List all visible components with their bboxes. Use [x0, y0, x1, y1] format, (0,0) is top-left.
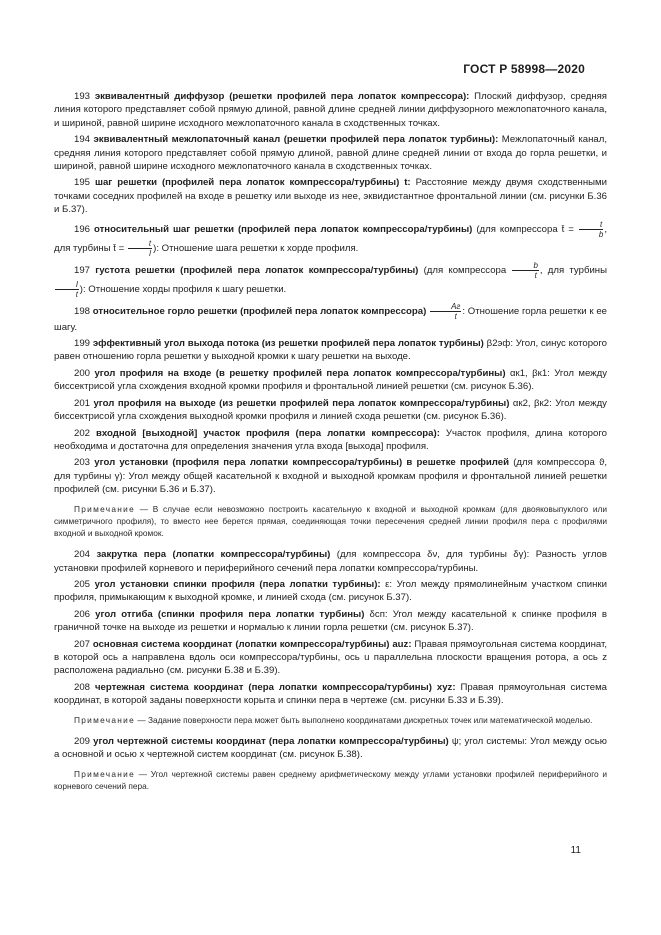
term-title: основная система координат (лопатки компрессора/турбины) auz: — [92, 638, 412, 650]
term-number: 196 — [74, 223, 91, 235]
term-number: 198 — [74, 305, 91, 317]
term-paragraph — [54, 427, 607, 454]
fraction-numerator: b — [512, 261, 538, 271]
fraction — [512, 261, 538, 280]
term-definition: ψ; угол системы: Угол между осью a основной и осью x чертежной систем координат (см. рисунок Б.38). — [54, 735, 607, 761]
term-title: относительный шаг решетки (профилей пера лопаток компрессора/турбины) — [93, 223, 473, 235]
term-number: 204 — [74, 549, 91, 561]
term-number: 203 — [74, 457, 91, 469]
term-paragraph — [54, 176, 607, 216]
term-symbol: αк2, βк2 — [509, 397, 550, 409]
term-definition: (для компрессора δν, для турбины δγ): Разность углов установки профилей корневого и периферийного сечений пера лопатки компрессора/турбины. — [54, 549, 607, 574]
note — [54, 714, 607, 726]
term-formula-prefix: (для компрессора — [472, 223, 562, 235]
document-standard-code: ГОСТ Р 58998—2020 — [463, 62, 585, 76]
term-number: 206 — [74, 608, 91, 620]
term-number: 194 — [74, 134, 91, 146]
term-number: 207 — [74, 638, 91, 650]
term-symbol: αк1, βк1 — [505, 367, 548, 379]
term-title: угол установки (профиля пера лопатки компрессора/турбины) в решетке профилей — [94, 457, 509, 469]
term-number: 205 — [74, 578, 91, 590]
fraction — [430, 302, 461, 321]
formula-symbol: t̄ = — [113, 242, 127, 254]
term-title: закрутка пера (лопатки компрессора/турбины) — [96, 549, 331, 561]
term-number: 195 — [74, 177, 91, 189]
term-definition: : Угол между биссектрисой угла схождения выходной кромки профиля и линией схода решетки (см. рисунок Б.36). — [54, 397, 607, 423]
term-paragraph — [54, 608, 607, 635]
term-title: густота решетки (профилей пера лопаток компрессора/турбины) — [95, 264, 419, 276]
term-number: 199 — [74, 338, 91, 350]
term-paragraph — [54, 367, 607, 394]
note-text: — В случае если невозможно построить касательную к входной и выходной кромкам (для двояковыпуклого или симметричного профиля), то вместо нее берется прямая, соединяющая точки пересечения средней линии профиля пера с профилями входной и выходной кромок. — [54, 503, 607, 538]
term-definition: (для компрессора ϑ, для турбины γ): Угол между общей касательной к входной и выходной кромкам профиля и фронтальной линией решетки профилей (см. рисунки Б.36 и Б.37). — [54, 457, 607, 496]
term-definition: ): Отношение хорды профиля к шагу решетки. — [79, 283, 287, 295]
term-title: эквивалентный межлопаточный канал (решетки профилей пера лопаток турбины): — [93, 134, 499, 146]
term-paragraph — [54, 261, 607, 299]
term-formula-middle: , для турбины — [539, 264, 607, 276]
term-definition: : Угол, синус которого равен отношению горла решетки у выходной кромки к шагу решетки на выходе. — [54, 338, 607, 363]
fraction-denominator: t — [534, 270, 537, 280]
term-definition: : Угол между биссектрисой угла схождения входной кромки профиля и фронтальной линией решетки (см. рисунок Б.36). — [54, 367, 607, 393]
fraction-numerator: Aг — [430, 302, 461, 312]
note-text: — Задание поверхности пера может быть выполнено координатами дискретных точек или математической моделью. — [135, 714, 593, 725]
note — [54, 503, 607, 540]
fraction-denominator: t — [75, 289, 78, 299]
term-paragraph — [54, 220, 607, 258]
fraction — [128, 239, 152, 258]
term-paragraph — [54, 456, 607, 496]
term-definition: : Отношение горла решетки к ее шагу. — [54, 305, 607, 333]
note-label: Примечание — [74, 503, 136, 514]
term-definition: ): Отношение шага решетки к хорде профиля. — [153, 242, 359, 254]
term-symbol: β2эф — [483, 338, 511, 350]
term-paragraph — [54, 397, 607, 424]
note-label: Примечание — [74, 768, 136, 779]
term-definition: Участок профиля, длина которого необходима и достаточна для определения значения угла входа [выхода] профиля. — [54, 427, 607, 452]
term-number: 208 — [74, 681, 91, 693]
term-title: угол профиля на выходе (из решетки профилей пера лопаток компрессора/турбины) — [93, 397, 510, 409]
fraction-numerator: t — [579, 220, 603, 230]
term-paragraph — [54, 638, 607, 678]
fraction — [55, 280, 79, 299]
term-paragraph — [54, 302, 607, 334]
note — [54, 768, 607, 792]
page-number: 11 — [570, 845, 581, 856]
term-number: 193 — [74, 91, 91, 102]
term-title: угол отгиба (спинки профиля пера лопатки турбины) — [95, 608, 365, 620]
formula-symbol: t̄ = — [561, 223, 578, 235]
term-paragraph — [54, 90, 607, 130]
term-definition: Межлопаточный канал, средняя линия которого представляет собой прямую длиной, равной длине средней линии от входа до горла решетки, и шириной, равной ширине исходного межлопаточного канала в сходственных точках. — [54, 134, 607, 173]
term-formula-prefix: (для компрессора — [418, 264, 512, 276]
term-paragraph — [54, 548, 607, 575]
term-title: угол чертежной системы координат (пера лопатки компрессора/турбины) — [93, 735, 449, 747]
term-definition: Плоский диффузор, средняя линия которого представляет собой прямую длиной, равной длине средней линии диффузорного межлопаточного канала, и шириной, равной ширине исходного межлопаточного канала в сходственных точках. — [54, 91, 608, 129]
term-definition: Правая прямоугольная система координат, в которой заданы поверхности корыта и спинки пера в чертеже (см. рисунки Б.33 и Б.39). — [54, 681, 608, 707]
term-title: относительное горло решетки (профилей пера лопаток компрессора) — [92, 305, 427, 317]
term-paragraph — [54, 578, 607, 605]
term-title: входной [выходной] участок профиля (пера лопатки компрессора): — [96, 427, 440, 439]
term-definition: Правая прямоугольная система координат, в которой ось a направлена вдоль оси компрессора/турбины, ось u параллельна плоскости вращения ротора, а ось z расположена радиально (см. рисунки Б.38 и Б.39). — [54, 638, 608, 677]
term-definition: δсп: Угол между касательной к спинке профиля в граничной точке на выходе из решетки и нормалью к линии горла решетки (см. рисунок Б.37). — [54, 608, 607, 634]
term-number: 201 — [74, 397, 91, 409]
term-paragraph — [54, 133, 607, 173]
fraction-numerator: t — [128, 239, 152, 249]
fraction-denominator: b — [598, 229, 604, 239]
term-definition: Расстояние между двумя сходственными точками соседних профилей на входе в решетку или выходе из нее, эквидистантное фронтальной линии (см. рисунки Б.36 и Б.37). — [54, 177, 607, 216]
term-number: 209 — [74, 735, 91, 747]
term-definition: ε: Угол между прямолинейным участком спинки профиля, примыкающим к выходной кромке, и линией схода (см. рисунок Б.37). — [54, 578, 607, 604]
term-paragraph — [54, 681, 607, 708]
term-title: чертежная система координат (пера лопатки компрессора/турбины) xyz: — [94, 681, 456, 693]
fraction-denominator: l — [149, 248, 151, 258]
term-paragraph — [54, 735, 607, 762]
fraction-numerator: l — [55, 280, 79, 290]
document-body — [54, 90, 607, 801]
term-number: 197 — [74, 264, 91, 276]
term-title: эффективный угол выхода потока (из решетки профилей пера лопаток турбины) — [92, 338, 484, 350]
term-title: шаг решетки (профилей пера лопаток компрессора/турбины) t: — [94, 177, 411, 189]
term-number: 200 — [74, 367, 91, 379]
term-number: 202 — [74, 427, 91, 439]
note-label: Примечание — [74, 714, 136, 725]
term-title: эквивалентный диффузор (решетки профилей пера лопаток компрессора): — [94, 91, 470, 102]
fraction-denominator: t — [454, 311, 457, 321]
fraction — [579, 220, 603, 239]
term-formula-middle: , для турбины — [54, 223, 607, 254]
term-title: угол установки спинки профиля (пера лопатки турбины): — [94, 578, 381, 590]
term-title: угол профиля на входе (в решетку профилей пера лопаток компрессора/турбины) — [94, 367, 506, 379]
note-text: — Угол чертежной системы равен среднему арифметическому между углами установки профилей периферийного и корневого сечений пера. — [54, 768, 607, 791]
term-paragraph — [54, 337, 607, 364]
